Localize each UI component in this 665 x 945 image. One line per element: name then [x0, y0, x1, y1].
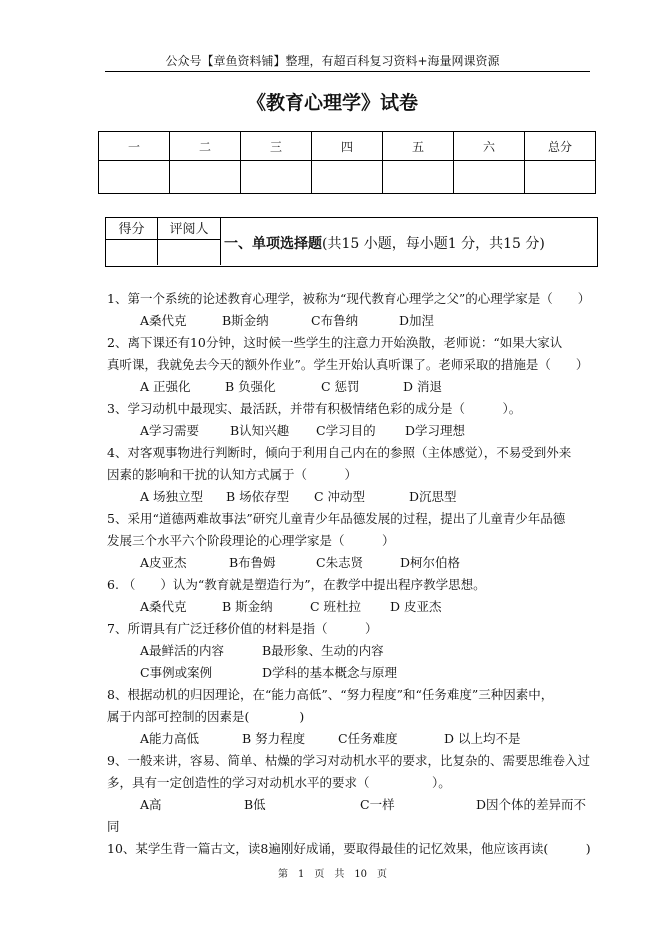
q1-option-a: A桑代克	[140, 313, 187, 328]
score-cell	[99, 161, 170, 194]
score-col-3: 三	[241, 132, 312, 161]
reviewer-divider	[220, 240, 221, 265]
q8-option-b: B 努力程度	[242, 731, 306, 746]
question-6: 6. （ ）认为“教育就是塑造行为”，在教学中提出程序教学思想。	[107, 577, 486, 592]
q6-option-c: C 班杜拉	[310, 599, 362, 614]
q8-option-a: A能力高低	[140, 731, 200, 746]
exam-title: 《教育心理学》试卷	[246, 92, 418, 114]
score-col-4: 四	[312, 132, 383, 161]
q3-option-d: D学习理想	[405, 423, 466, 438]
q3-option-c: C学习目的	[316, 423, 376, 438]
q6-option-b: B 斯金纳	[222, 599, 273, 614]
question-4-line-2: 因素的影响和干扰的认知方式属于（ ）	[107, 467, 358, 482]
score-col-1: 一	[99, 132, 170, 161]
score-cell	[241, 161, 312, 194]
question-8-line-1: 8、根据动机的归因理论，在“能力高低”、“努力程度”和“任务难度”三种因素中，	[107, 687, 554, 702]
question-5-line-2: 发展三个水平六个阶段理论的心理学家是（ ）	[107, 533, 395, 548]
score-table	[98, 131, 596, 194]
q3-option-a: A学习需要	[140, 423, 200, 438]
score-col-5: 五	[383, 132, 454, 161]
q9-option-c: C一样	[360, 797, 395, 812]
q7-option-c: C事例或案例	[140, 665, 213, 680]
question-9-continuation: 同	[107, 819, 120, 834]
question-4-line-1: 4、对客观事物进行判断时，倾向于利用自己内在的参照（主体感觉），不易受到外来	[107, 445, 572, 460]
section-title-bold: 一、单项选择题	[224, 236, 322, 252]
section-title	[224, 233, 545, 253]
q5-option-b: B布鲁姆	[229, 555, 276, 570]
score-col-total: 总分	[525, 132, 596, 161]
question-10: 10、某学生背一篇古文，读8遍刚好成诵，要取得最佳的记忆效果，他应该再读( )	[107, 841, 591, 856]
score-cell	[170, 161, 241, 194]
q5-option-d: D柯尔伯格	[400, 555, 461, 570]
question-2-line-1: 2、离下课还有10分钟，这时候一些学生的注意力开始涣散，老师说：“如果大家认	[107, 335, 563, 350]
question-9-line-2: 多，具有一定创造性的学习对动机水平的要求（ ）。	[107, 775, 451, 790]
q1-option-d: D加涅	[399, 313, 435, 328]
question-7: 7、所谓具有广泛迁移价值的材料是指（ ）	[107, 621, 378, 636]
q2-option-b: B 负强化	[225, 379, 276, 394]
q4-option-c: C 冲动型	[314, 489, 366, 504]
q9-option-a: A高	[140, 797, 162, 812]
q5-option-a: A皮亚杰	[140, 555, 187, 570]
page-footer: 第 1 页 共 10 页	[277, 869, 388, 880]
q8-option-d: D 以上均不是	[444, 731, 521, 746]
score-divider	[157, 240, 158, 265]
q3-option-b: B认知兴趣	[230, 423, 290, 438]
question-1: 1、第一个系统的论述教育心理学，被称为“现代教育心理学之父”的心理学家是（ ）	[107, 291, 591, 306]
question-9-line-1: 9、一般来讲，容易、简单、枯燥的学习对动机水平的要求，比复杂的、需要思维卷入过	[107, 753, 590, 768]
score-cell	[454, 161, 525, 194]
q9-option-b: B低	[244, 797, 266, 812]
score-cell	[383, 161, 454, 194]
q4-option-a: A 场独立型	[140, 489, 204, 504]
q7-option-b: B最形象、生动的内容	[262, 643, 384, 658]
q8-option-c: C任务难度	[338, 731, 398, 746]
score-label: 得分	[106, 218, 158, 240]
q4-option-b: B 场依存型	[226, 489, 290, 504]
q4-option-d: D沉思型	[409, 489, 457, 504]
reviewer-label: 评阅人	[158, 218, 221, 240]
q6-option-a: A桑代克	[140, 599, 187, 614]
q7-option-d: D学科的基本概念与原理	[262, 665, 398, 680]
score-col-2: 二	[170, 132, 241, 161]
q7-option-a: A最鲜活的内容	[140, 643, 225, 658]
score-cell	[312, 161, 383, 194]
q1-option-b: B斯金纳	[222, 313, 269, 328]
question-8-line-2: 属于内部可控制的因素是( )	[107, 709, 305, 724]
q6-option-d: D 皮亚杰	[390, 599, 442, 614]
question-3: 3、学习动机中最现实、最活跃，并带有积极情绪色彩的成分是（ ）。	[107, 401, 522, 416]
q1-option-c: C布鲁纳	[311, 313, 359, 328]
q2-option-a: A 正强化	[140, 379, 191, 394]
q5-option-c: C朱志贤	[316, 555, 364, 570]
question-5-line-1: 5、采用“道德两难故事法”研究儿童青少年品德发展的过程，提出了儿童青少年品德	[107, 511, 566, 526]
question-2-line-2: 真听课，我就免去今天的额外作业”。学生开始认真听课了。老师采取的措施是（ ）	[107, 357, 589, 372]
score-cell	[525, 161, 596, 194]
q2-option-c: C 惩罚	[321, 379, 360, 394]
section-title-rest: (共15 小题，每小题1 分，共15 分)	[322, 236, 545, 252]
header-rule	[105, 71, 590, 72]
q2-option-d: D 消退	[403, 379, 442, 394]
score-col-6: 六	[454, 132, 525, 161]
q9-option-d: D因个体的差异而不	[476, 797, 587, 812]
page-header: 公众号【章鱼资料铺】整理，有超百科复习资料+海量网课资源	[165, 54, 500, 68]
